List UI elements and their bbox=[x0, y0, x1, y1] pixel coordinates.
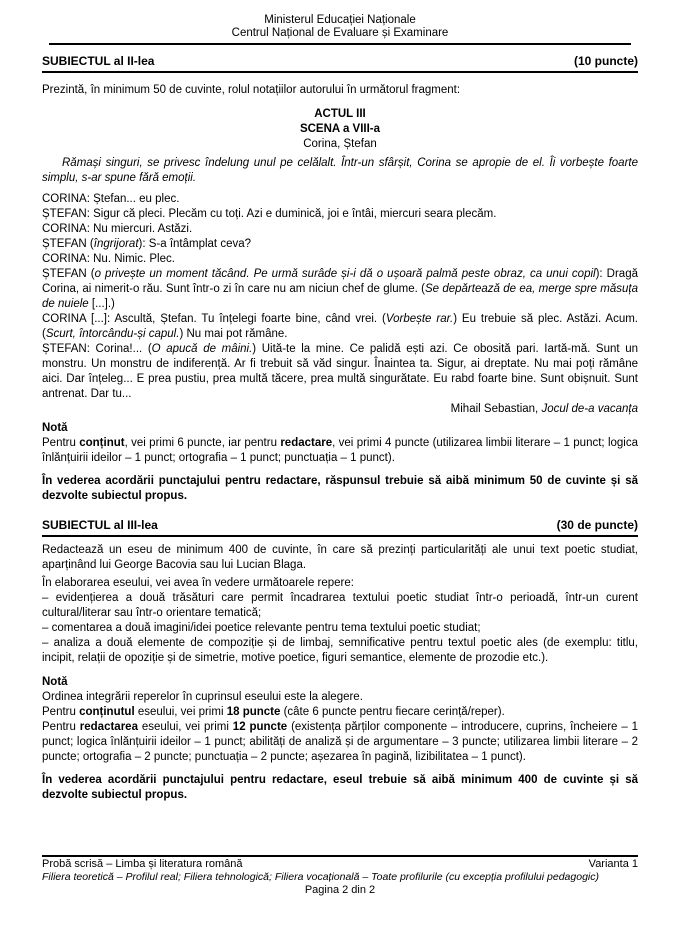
subject2-prompt: Prezintă, în minimum 50 de cuvinte, rolul notațiilor autorului în următorul fragment: bbox=[42, 84, 461, 96]
dialogue-block bbox=[42, 192, 638, 402]
footer-variant: Varianta 1 bbox=[588, 858, 638, 870]
subject2-note-text: Pentru conținut, vei primi 6 puncte, iar pentru redactare, vei primi 4 puncte (utilizarea limbii literare – 1 punct; logica înlănțuirii ideilor – 1 punct; ortografia – 1 punct; punctuația – 1 punct). bbox=[42, 437, 639, 464]
dialogue-line: CORINA: Nu. Nimic. Plec. bbox=[42, 253, 175, 265]
subject2-requirement: În vederea acordării punctajului pentru redactare, răspunsul trebuie să aibă minimum 50 de cuvinte și să dezvolte subiectul propus. bbox=[42, 475, 638, 502]
header-ministry: Ministerul Educației Naționale bbox=[264, 14, 416, 26]
footer-filiera: Filiera teoretică – Profilul real; Filiera tehnologică; Filiera vocațională – Toate profilurile (cu excepția profilului pedagogic) bbox=[42, 871, 599, 883]
header-center: Centrul Național de Evaluare și Examinare bbox=[231, 27, 449, 39]
subject2-note-title: Notă bbox=[42, 422, 68, 434]
footer-page-number: Pagina 2 din 2 bbox=[304, 884, 376, 896]
subject3-note bbox=[42, 690, 638, 765]
document-header bbox=[49, 14, 631, 45]
bullet-item: – evidențierea a două trăsături care permit încadrarea textului poetic studiat într-o perioadă, într-un curent cultural/literar sau într-o orientare tematică; bbox=[42, 592, 638, 619]
document-footer bbox=[42, 855, 638, 897]
dialogue-line: CORINA [...]: Ascultă, Ștefan. Tu înțelegi foarte bine, când vrei. (Vorbește rar.) Eu trebuie să plec. Astăzi. Acum. (Scurt, întorcându-și capul.) Nu mai pot rămâne. bbox=[42, 313, 639, 340]
bullet-item: – analiza a două elemente de compoziție și de limbaj, semnificative pentru textul poetic ales (de exemplu: titlu, incipit, relații de opoziție și de simetrie, motive poetice, figuri semantice, elemente de prozodie etc.). bbox=[42, 637, 638, 664]
dialogue-line: ȘTEFAN (o privește un moment tăcând. Pe urmă surâde și-i dă o ușoară palmă peste obraz, ca unui copil): Dragă Corina, ai nimerit-o rău. Sunt într-o zi în care nu am niciun chef de glume. (Se depărtează de ea, merge spre măsuța de nuiele [...].) bbox=[42, 268, 638, 310]
subject3-task: Redactează un eseu de minimum 400 de cuvinte, în care să prezinți particularități ale unui text poetic studiat, aparținând lui George Bacovia sau lui Lucian Blaga. bbox=[42, 544, 638, 571]
subject2-points: (10 puncte) bbox=[573, 54, 638, 68]
subject3-title: SUBIECTUL al III-lea bbox=[42, 518, 158, 532]
dialogue-line: ȘTEFAN (îngrijorat): S-a întâmplat ceva? bbox=[42, 238, 252, 250]
subject3-requirement: În vederea acordării punctajului pentru redactare, eseul trebuie să aibă minimum 400 de cuvinte și să dezvolte subiectul propus. bbox=[42, 774, 638, 801]
dialogue-line: CORINA: Nu miercuri. Astăzi. bbox=[42, 223, 193, 235]
subject3-note-line: Ordinea integrării reperelor în cuprinsul eseului este la alegere. bbox=[42, 691, 363, 703]
subject3-note-line: Pentru conținutul eseului, vei primi 18 puncte (câte 6 puncte pentru fiecare cerință/reper). bbox=[42, 706, 505, 718]
subject3-heading bbox=[42, 518, 638, 537]
subject2-note bbox=[42, 436, 638, 466]
subject3-intro: În elaborarea eseului, vei avea în vedere următoarele repere: bbox=[42, 577, 354, 589]
bullet-item: – comentarea a două imagini/idei poetice relevante pentru tema textului poetic studiat; bbox=[42, 622, 481, 634]
stage-direction: Rămași singuri, se privesc îndelung unul pe celălalt. Într-un sfârșit, Corina se apropie de el. Îi vorbește foarte simplu, s-ar spune fără emoții. bbox=[42, 157, 638, 184]
characters-line: Corina, Ștefan bbox=[303, 138, 377, 150]
fragment-heading bbox=[42, 107, 638, 152]
subject2-title: SUBIECTUL al II-lea bbox=[42, 54, 155, 68]
footer-row bbox=[42, 858, 638, 871]
dialogue-line: CORINA: Ștefan... eu plec. bbox=[42, 193, 180, 205]
subject3-points: (30 de puncte) bbox=[556, 518, 638, 532]
dialogue-line: ȘTEFAN: Corina!... (O apucă de mâini.) Uită-te la mine. Ce palidă ești azi. Ce obosită pari. Iartă-mă. Sunt un monstru. Un monstru de indiferență. Ar fi trebuit să văd singur. Înaintea ta. Sigur, ai dreptate. Nu mai poți rămâne aici. Dar înțeleg... E prea pustiu, prea multă tăcere, prea multă singurătate. Eu rabd foarte bine. Sunt obișnuit. Sunt antrenat. Dar tu... bbox=[42, 343, 638, 400]
act-title: ACTUL III bbox=[314, 108, 366, 120]
subject3-bullets bbox=[42, 591, 638, 666]
scene-title: SCENA a VIII-a bbox=[299, 123, 381, 135]
subject3-note-title: Notă bbox=[42, 676, 68, 688]
subject3-note-line: Pentru redactarea eseului, vei primi 12 puncte (existența părților componente – introducere, cuprins, încheiere – 1 punct; logica înlănțuirii ideilor – 1 punct; abilități de analiză și de argumentare – 3 puncte; utilizarea limbii literare – 2 puncte; ortografia – 2 puncte; punctuația – 2 puncte; așezarea în pagină, lizibilitatea – 1 punct). bbox=[42, 721, 639, 763]
dialogue-line: ȘTEFAN: Sigur că pleci. Plecăm cu toți. Azi e duminică, joi e întâi, miercuri seara plecăm. bbox=[42, 208, 497, 220]
footer-exam-name: Probă scrisă – Limba și literatura română bbox=[42, 858, 243, 870]
subject2-heading bbox=[42, 54, 638, 73]
source-attribution: Mihail Sebastian, Jocul de-a vacanța bbox=[450, 403, 638, 415]
